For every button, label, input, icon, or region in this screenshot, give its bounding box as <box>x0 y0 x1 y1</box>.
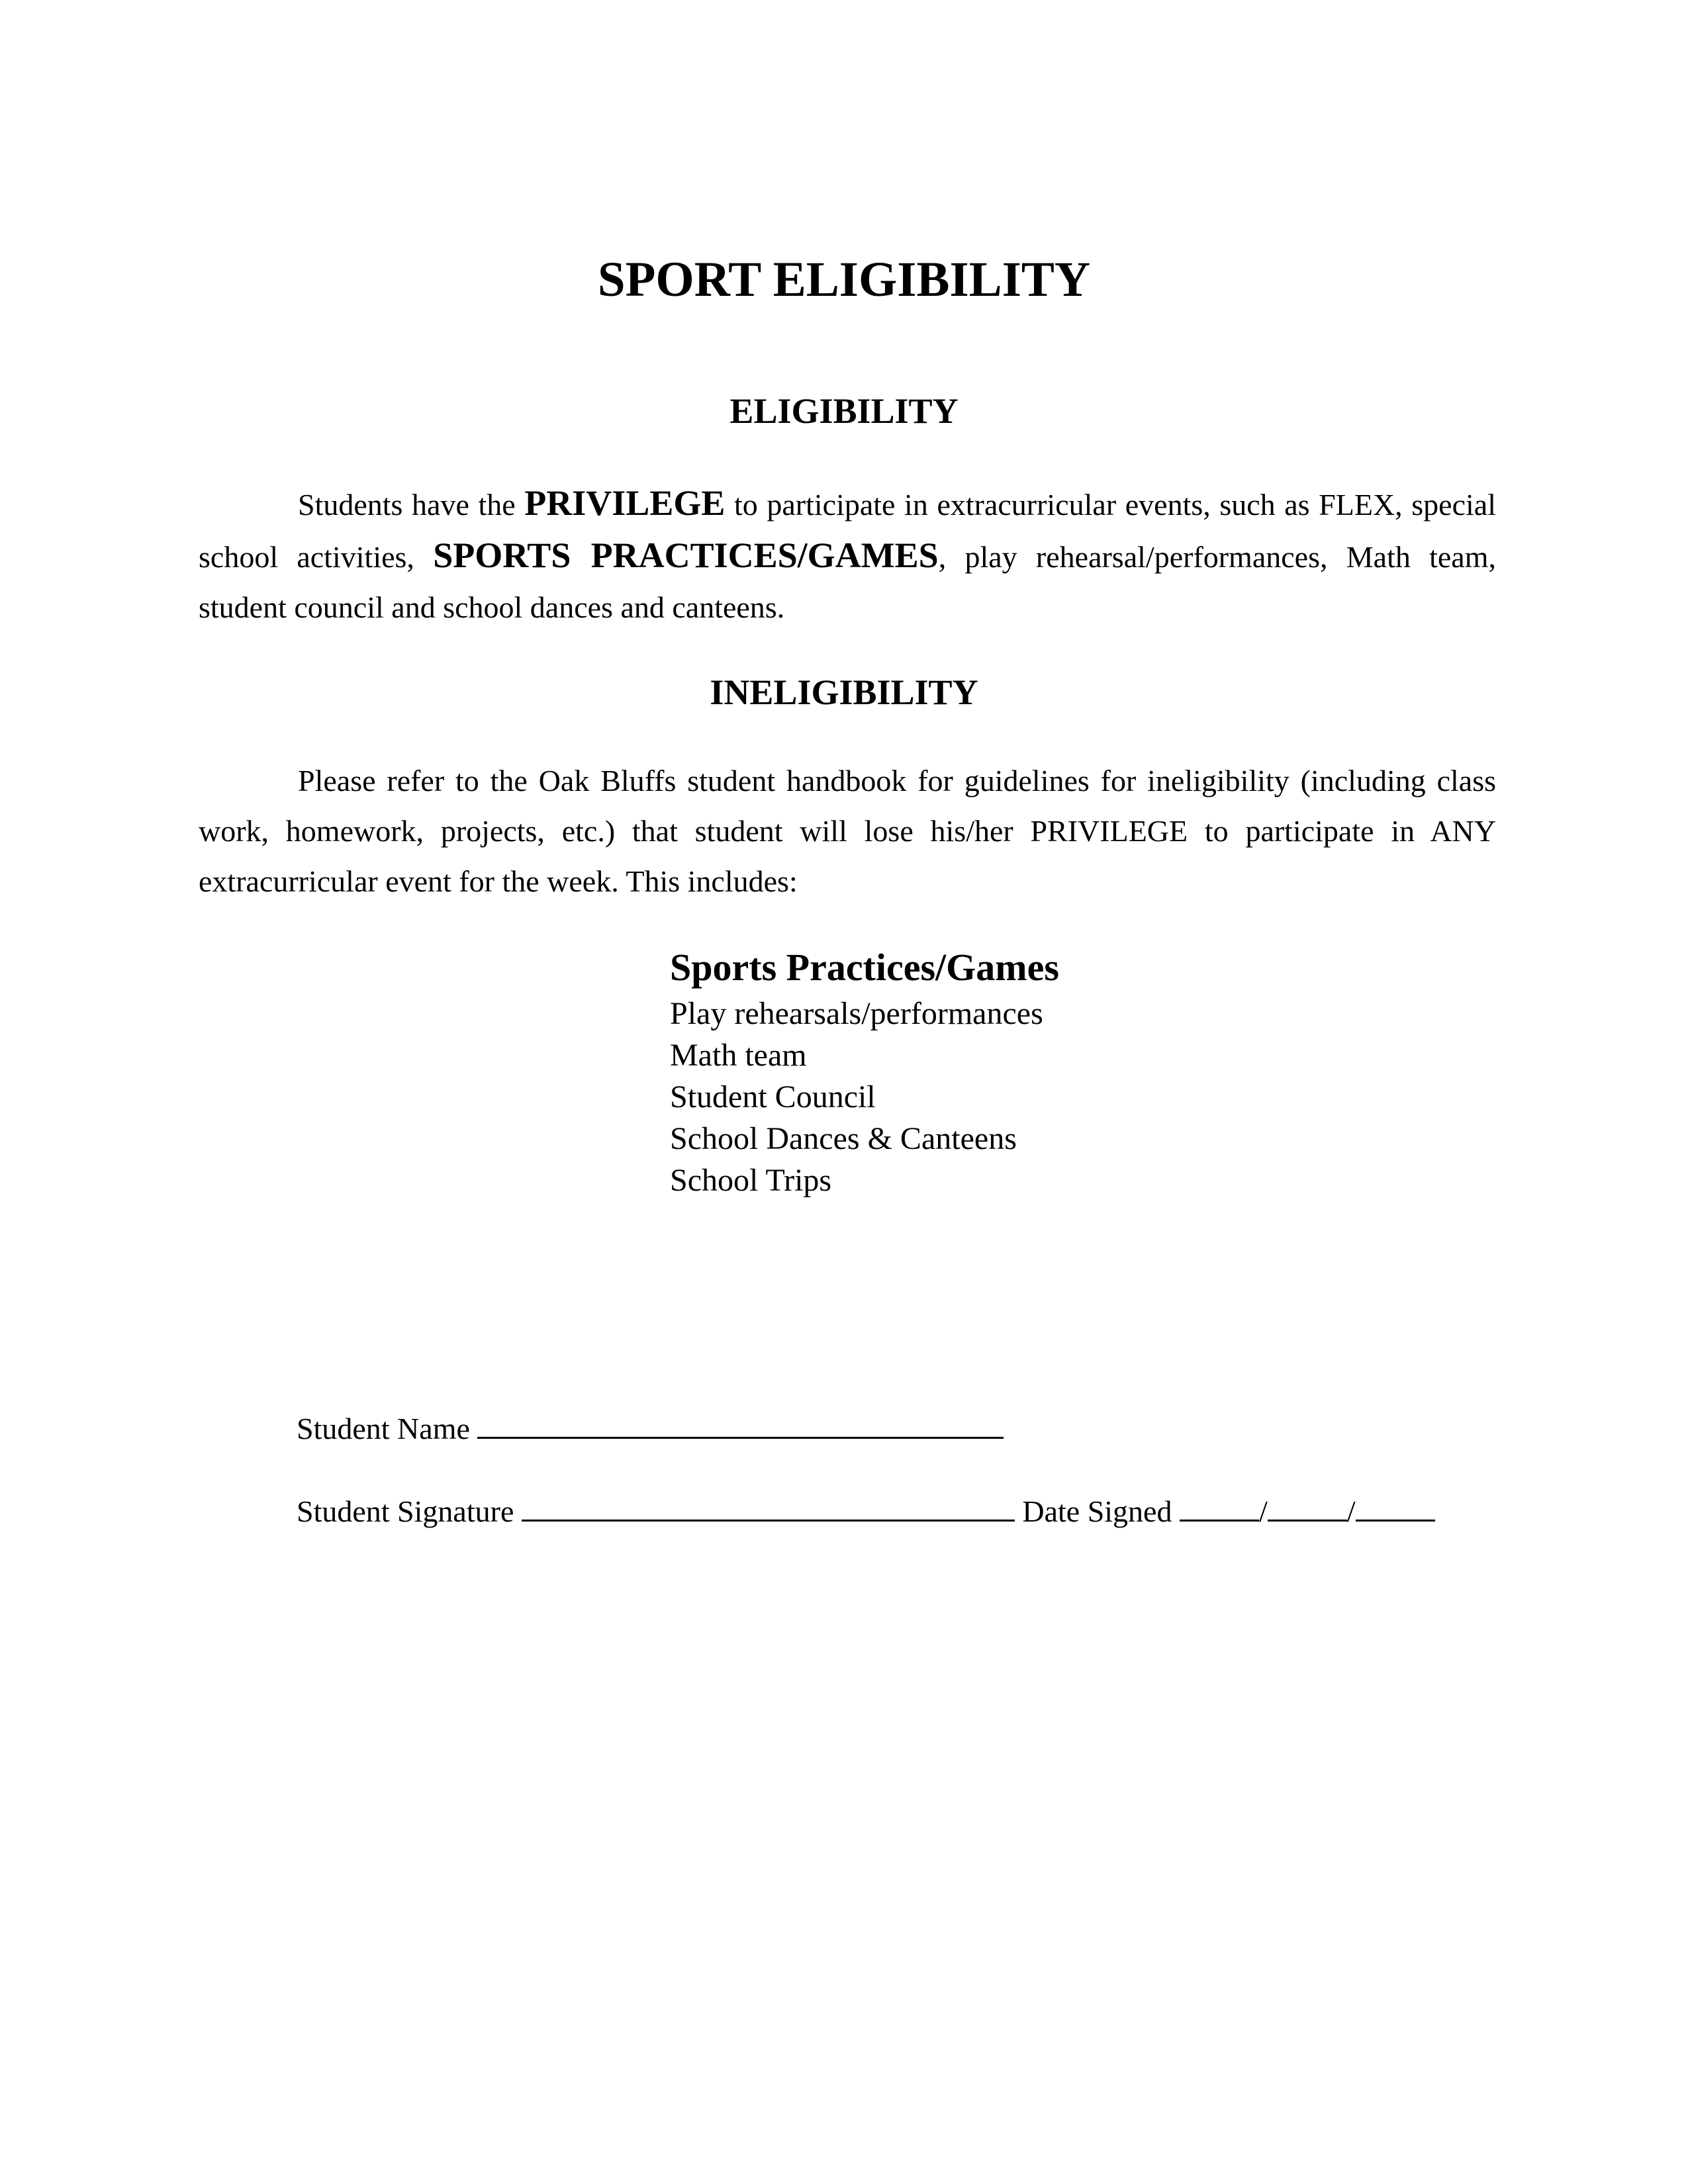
student-signature-label: Student Signature <box>297 1494 514 1528</box>
list-item: Play rehearsals/performances <box>670 996 1043 1031</box>
eligibility-text-1: Students have the <box>298 488 525 522</box>
eligibility-text-3: , play rehearsal/performances, Math team, student council and school dances and canteens. <box>199 540 1497 624</box>
signature-row <box>297 1489 1435 1529</box>
date-separator: / <box>1346 1494 1356 1528</box>
eligibility-heading: ELIGIBILITY <box>729 391 959 431</box>
ineligibility-heading: INELIGIBILITY <box>710 672 978 712</box>
student-name-label: Student Name <box>297 1412 470 1445</box>
date-day-field[interactable] <box>1268 1489 1347 1522</box>
student-name-field[interactable] <box>477 1406 1004 1439</box>
sports-emphasis: SPORTS PRACTICES/GAMES <box>433 535 939 575</box>
privilege-emphasis: PRIVILEGE <box>524 483 726 523</box>
date-separator: / <box>1258 1494 1268 1528</box>
list-item: Sports Practices/Games <box>670 946 1059 989</box>
student-name-row <box>297 1406 1004 1446</box>
includes-list <box>670 942 1059 1201</box>
eligibility-text-2: to participate in extracurricular events, such as FLEX, special school activities, <box>199 488 1496 574</box>
date-year-field[interactable] <box>1356 1489 1435 1522</box>
eligibility-paragraph <box>199 478 1496 633</box>
page-title: SPORT ELIGIBILITY <box>597 252 1091 307</box>
student-signature-field[interactable] <box>522 1489 1015 1522</box>
list-item: School Dances & Canteens <box>670 1121 1017 1156</box>
list-item: Student Council <box>670 1079 876 1115</box>
date-signed-label: Date Signed <box>1022 1494 1172 1528</box>
ineligibility-text: Please refer to the Oak Bluffs student handbook for guidelines for ineligibility (including class work, homework, projects, etc.) that student will lose his/her PRIVILEGE to participate in ANY extracurricular event for the week. This includes: <box>199 764 1496 898</box>
list-item: School Trips <box>670 1163 832 1198</box>
ineligibility-paragraph <box>199 756 1496 907</box>
list-item: Math team <box>670 1038 807 1073</box>
date-month-field[interactable] <box>1180 1489 1259 1522</box>
